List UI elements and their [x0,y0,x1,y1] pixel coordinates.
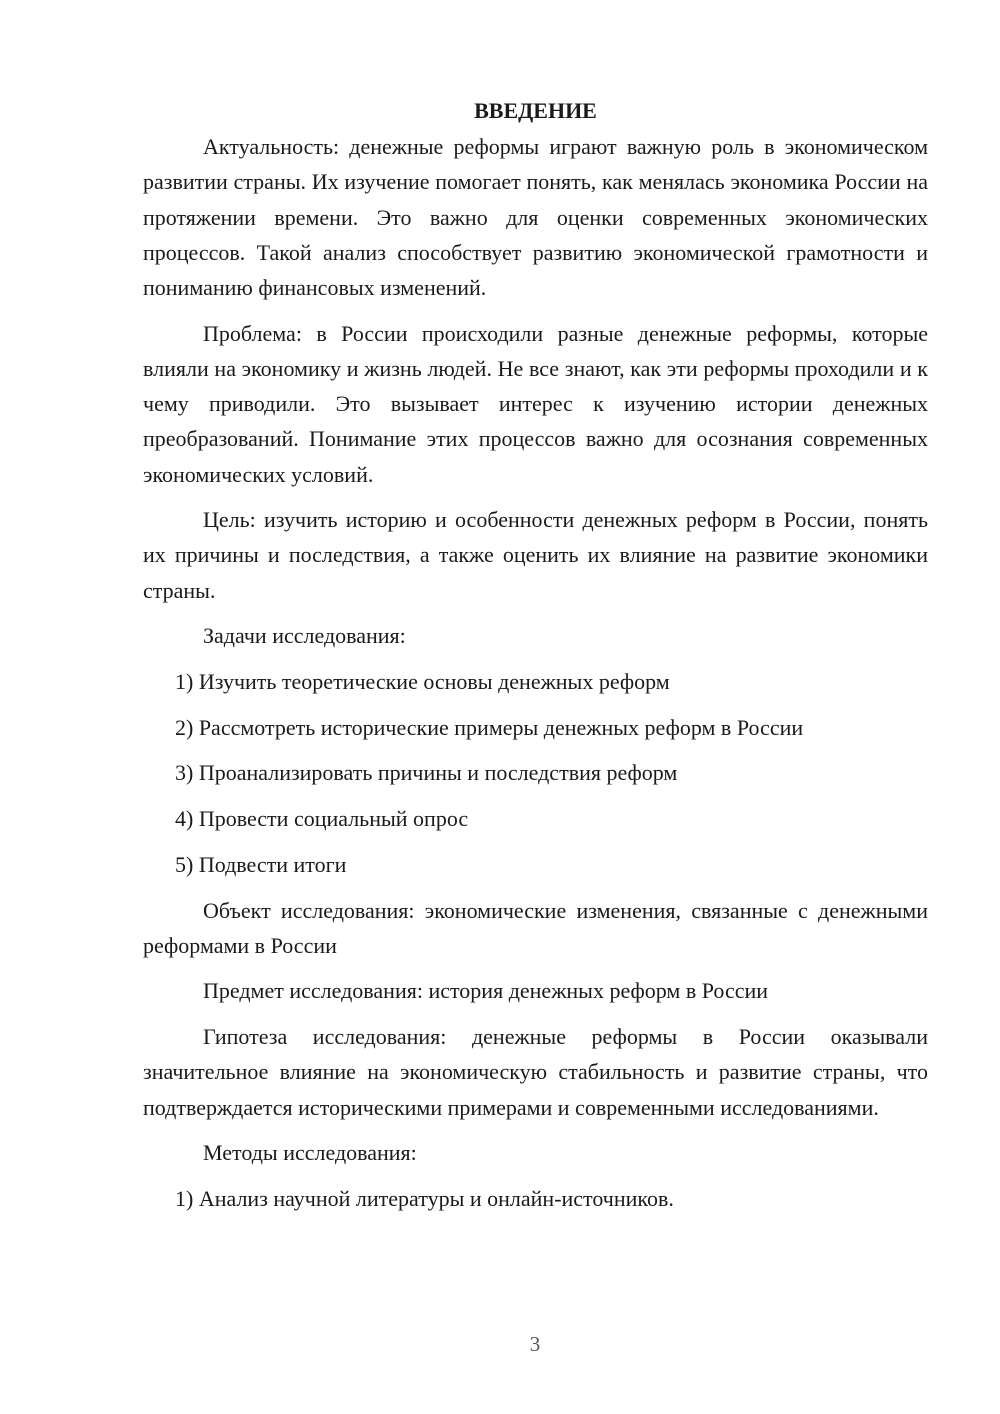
subject-paragraph: Предмет исследования: история денежных реформ в России [203,978,769,1004]
relevance-paragraph: Актуальность: денежные реформы играют важную роль в экономическом развитии страны. Их изучение помогает понять, как менялась экономика России на протяжении времени. Это важно для оценки современных экономических процессов. Такой анализ способствует развитию экономической грамотности и пониманию финансовых изменений. [143,134,928,301]
methods-heading: Методы исследования: [203,1140,417,1166]
problem-paragraph: Проблема: в России происходили разные денежные реформы, которые влияли на экономику и жизнь людей. Не все знают, как эти реформы проходили и к чему приводили. Это вызывает интерес к изучению истории денежных преобразований. Понимание этих процессов важно для осознания современных экономических условий. [143,320,928,487]
page-number: 3 [529,1332,541,1356]
goal-paragraph: Цель: изучить историю и особенности денежных реформ в России, понять их причины и последствия, а также оценить их влияние на развитие экономики страны. [143,507,928,603]
document-page [143,93,928,1227]
list-item: 3) Проанализировать причины и последствия реформ [175,760,678,786]
tasks-heading: Задачи исследования: [203,623,406,649]
list-item: 1) Анализ научной литературы и онлайн-источников. [175,1185,674,1211]
page-title: ВВЕДЕНИЕ [474,98,597,123]
list-item: 1) Изучить теоретические основы денежных реформ [175,669,670,695]
list-item: 4) Провести социальный опрос [175,806,469,832]
list-item: 5) Подвести итоги [175,851,347,877]
methods-list [143,1181,928,1216]
object-paragraph: Объект исследования: экономические изменения, связанные с денежными реформами в России [143,897,928,958]
list-item: 2) Рассмотреть исторические примеры денежных реформ в России [175,714,804,740]
hypothesis-paragraph: Гипотеза исследования: денежные реформы в России оказывали значительное влияние на экономическую стабильность и развитие страны, что подтверждается историческими примерами и современными исследованиями. [143,1024,928,1120]
tasks-list [143,664,928,882]
